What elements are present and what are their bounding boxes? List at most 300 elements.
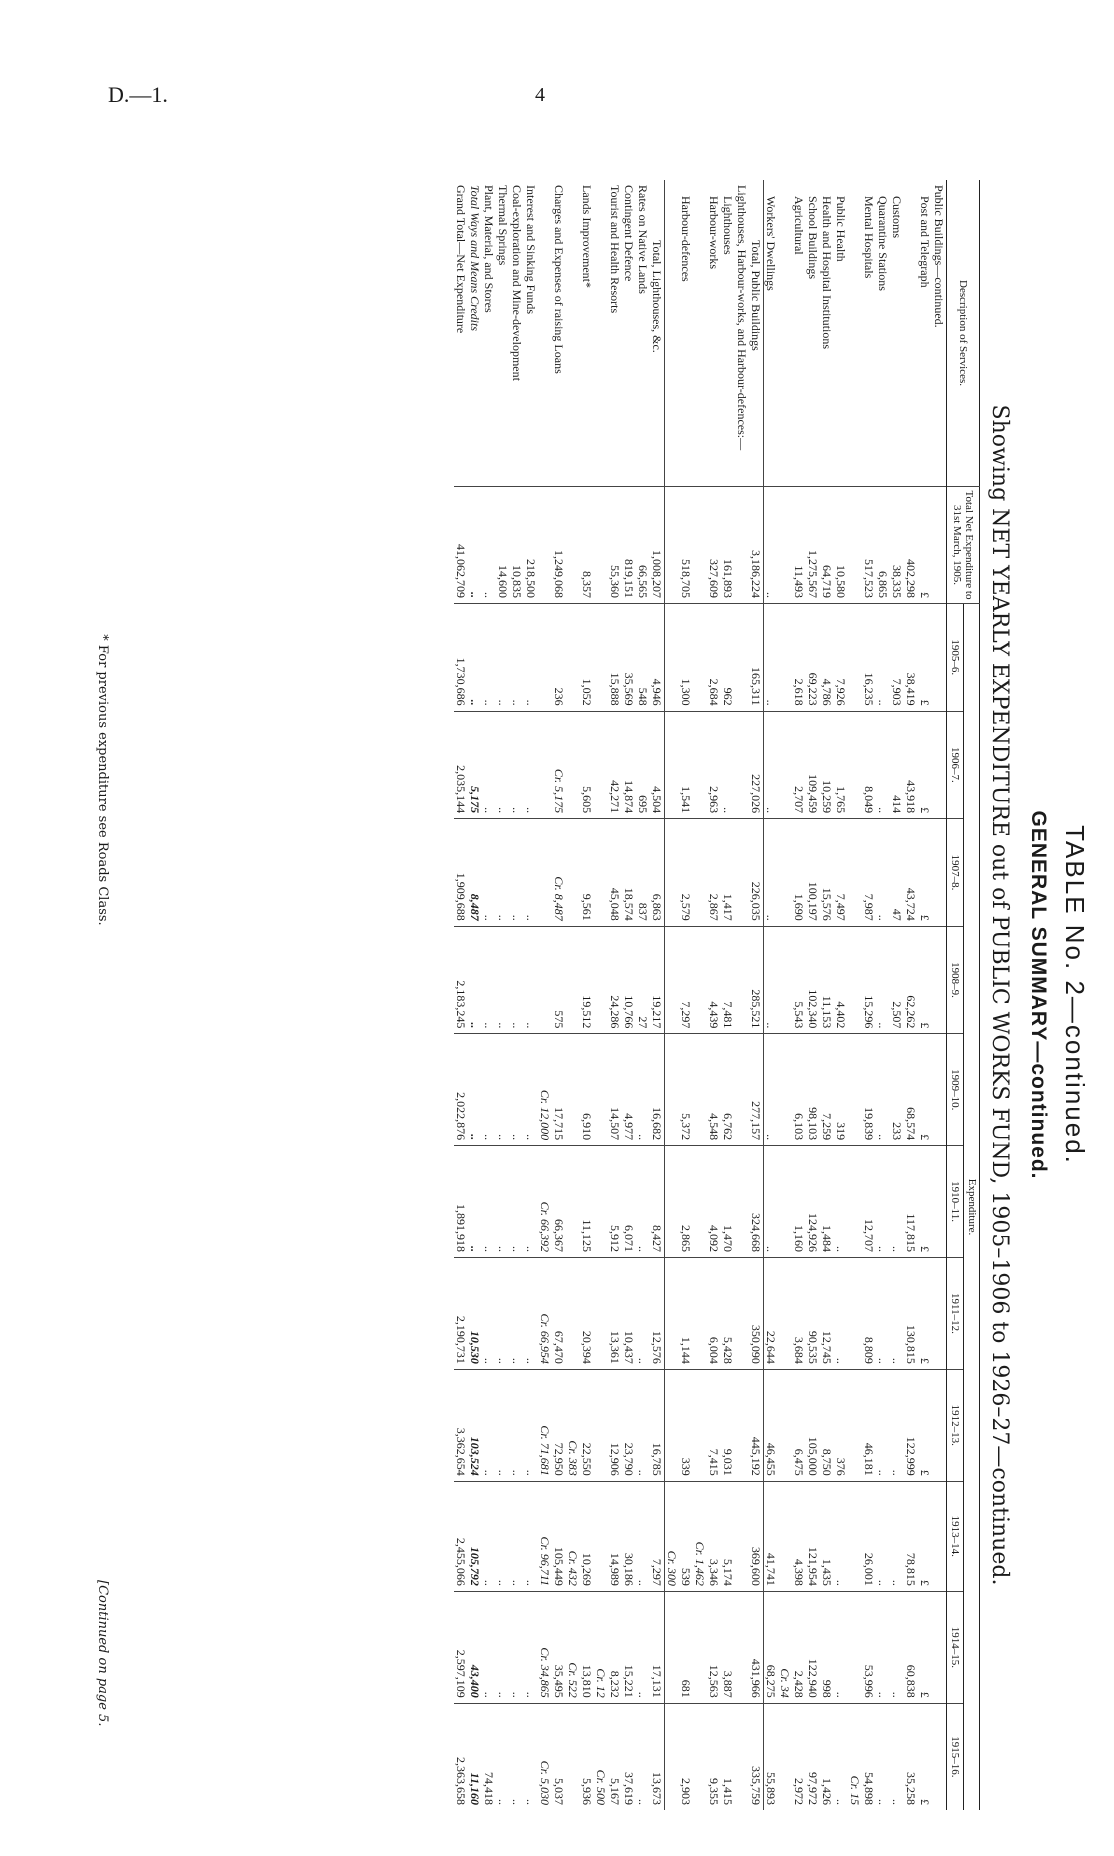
- table-row: [806, 180, 820, 1810]
- table-cell: [932, 1591, 947, 1703]
- table-cell: 6,865: [876, 487, 890, 604]
- table-cell: 4,398: [792, 1481, 806, 1591]
- table-cell: [665, 1703, 680, 1810]
- table-cell: 18,574: [622, 819, 636, 927]
- table-cell: [735, 1034, 749, 1146]
- table-cell: 54,898: [862, 1772, 876, 1805]
- table-cell: 324,668: [749, 1146, 764, 1258]
- expenditure-header: Expenditure.: [964, 604, 981, 1811]
- table-row: [918, 180, 932, 1810]
- table-caption: Showing NET YEARLY EXPENDITURE out of PUBLIC WORKS FUND, 1905–1906 to 1926–27—continued.: [987, 404, 1012, 1586]
- table-cell: [594, 1034, 608, 1146]
- table-cell: [932, 1258, 947, 1370]
- table-cell: [665, 926, 680, 1034]
- table-cell: 15,221: [622, 1591, 636, 1703]
- table-cell: [693, 819, 707, 927]
- table-cell: 10,259: [820, 711, 834, 819]
- table-cell: [665, 487, 680, 604]
- table-cell: 12,745: [820, 1258, 834, 1370]
- table-cell: 121,954: [806, 1481, 820, 1591]
- table-cell: 7,415: [707, 1369, 721, 1481]
- table-cell: 23,790: [622, 1369, 636, 1481]
- table-cell: 6,071: [622, 1146, 636, 1258]
- table-cell: 8,487: [468, 819, 482, 927]
- row-label: Total, Lighthouses, &c.: [650, 180, 665, 487]
- table-cell: ..: [524, 1258, 538, 1370]
- table-cell: 55,360: [608, 487, 622, 604]
- table-row: [820, 180, 834, 1810]
- table-cell: ..: [482, 926, 496, 1034]
- table-cell: [665, 1369, 680, 1481]
- table-cell: [932, 604, 947, 712]
- table-row: [834, 180, 848, 1810]
- table-cell: ..: [890, 1799, 904, 1805]
- row-label: Public Health: [834, 180, 848, 487]
- table-cell: ..: [876, 1034, 890, 1146]
- table-cell: [735, 1146, 749, 1258]
- table-cell: Cr. 71,681: [538, 1369, 552, 1481]
- row-label: Quarantine Stations: [876, 180, 890, 487]
- table-cell: Cr. 5,175: [552, 711, 566, 819]
- table-body: [454, 180, 947, 1810]
- table-cell: ..: [834, 1258, 848, 1370]
- table-cell: 5,543: [792, 926, 806, 1034]
- table-cell: 1,470: [721, 1146, 735, 1258]
- year-header: 1914–15.: [947, 1591, 964, 1703]
- table-cell: Cr. 522: [566, 1591, 580, 1703]
- table-cell: 1,435: [820, 1481, 834, 1591]
- table-cell: ..: [482, 1591, 496, 1703]
- table-cell: £: [918, 1591, 932, 1703]
- table-cell: 3,186,224: [749, 487, 764, 604]
- table-cell: 122,999: [904, 1369, 918, 1481]
- table-cell: 103,524: [468, 1369, 482, 1481]
- table-cell: 2,903: [679, 1778, 693, 1805]
- table-cell: 10,766: [622, 926, 636, 1034]
- table-cell: Cr. 500: [594, 1769, 608, 1805]
- table-row: [707, 180, 721, 1810]
- table-cell: ..: [524, 1369, 538, 1481]
- table-cell: 35,569: [622, 604, 636, 712]
- table-cell: [735, 1703, 749, 1810]
- table-cell: [778, 1034, 792, 1146]
- table-cell: 17,715: [552, 1034, 566, 1146]
- table-cell: ..: [876, 1258, 890, 1370]
- row-label: Public Buildings—continued.: [932, 180, 947, 487]
- table-row: [862, 180, 876, 1810]
- table-cell: 22,644: [764, 1258, 779, 1370]
- table-cell: 12,576: [650, 1258, 665, 1370]
- table-cell: [566, 604, 580, 712]
- table-cell: ..: [524, 819, 538, 927]
- table-cell: ..: [764, 487, 779, 604]
- table-cell: ..: [496, 1258, 510, 1370]
- table-row: [580, 180, 594, 1810]
- table-cell: 1,765: [834, 711, 848, 819]
- table-cell: [693, 711, 707, 819]
- table-cell: 37,619: [622, 1772, 636, 1805]
- table-cell: £: [918, 819, 932, 927]
- table-cell: [693, 1369, 707, 1481]
- table-cell: 11,153: [820, 926, 834, 1034]
- table-cell: ..: [834, 1799, 848, 1805]
- table-row: [482, 180, 496, 1810]
- table-cell: [932, 487, 947, 604]
- table-cell: 6,762: [721, 1034, 735, 1146]
- table-cell: 8,232: [608, 1591, 622, 1703]
- table-cell: 1,275,567: [806, 487, 820, 604]
- table-cell: 695: [636, 711, 650, 819]
- table-cell: [693, 1258, 707, 1370]
- table-row: [904, 180, 918, 1810]
- table-cell: 431,966: [749, 1591, 764, 1703]
- table-cell: 517,523: [862, 487, 876, 604]
- table-cell: 2,867: [707, 819, 721, 927]
- table-cell: 1,426: [820, 1778, 834, 1805]
- table-cell: 2,363,658: [454, 1757, 468, 1805]
- table-row: [636, 180, 650, 1810]
- table-cell: ..: [468, 487, 482, 604]
- table-cell: 236: [552, 604, 566, 712]
- table-cell: 8,357: [580, 487, 594, 604]
- table-cell: Cr. 96,711: [538, 1481, 552, 1591]
- table-cell: 12,563: [707, 1591, 721, 1703]
- table-row: [876, 180, 890, 1810]
- table-cell: 30,186: [622, 1481, 636, 1591]
- table-cell: 376: [834, 1369, 848, 1481]
- table-cell: [693, 487, 707, 604]
- table-cell: Cr. 5,030: [538, 1760, 552, 1805]
- table-cell: 369,600: [749, 1481, 764, 1591]
- table-cell: [778, 604, 792, 712]
- table-cell: 10,269: [580, 1481, 594, 1591]
- table-cell: [735, 487, 749, 604]
- table-cell: 233: [890, 1034, 904, 1146]
- row-label: [848, 180, 862, 487]
- table-cell: 13,810: [580, 1591, 594, 1703]
- table-cell: 2,183,245: [454, 926, 468, 1034]
- table-cell: 548: [636, 604, 650, 712]
- table-cell: 5,428: [721, 1258, 735, 1370]
- table-cell: [848, 711, 862, 819]
- table-cell: 4,977: [622, 1034, 636, 1146]
- table-cell: 130,815: [904, 1258, 918, 1370]
- table-cell: [594, 1146, 608, 1258]
- table-cell: [594, 926, 608, 1034]
- table-cell: [594, 711, 608, 819]
- expenditure-table: [454, 180, 980, 1810]
- table-cell: 285,521: [749, 926, 764, 1034]
- table-cell: Cr. 1,462: [693, 1481, 707, 1591]
- table-cell: £: [918, 1369, 932, 1481]
- table-cell: ..: [524, 1146, 538, 1258]
- year-header: 1907–8.: [947, 819, 964, 927]
- table-cell: £: [918, 926, 932, 1034]
- table-cell: 26,001: [862, 1481, 876, 1591]
- table-cell: [848, 1369, 862, 1481]
- table-row: [608, 180, 622, 1810]
- row-label: School Buildings: [806, 180, 820, 487]
- table-cell: ..: [890, 1258, 904, 1370]
- table-cell: ..: [524, 1481, 538, 1591]
- table-row: [510, 180, 524, 1810]
- table-cell: ..: [890, 1146, 904, 1258]
- table-row: [932, 180, 947, 1810]
- table-cell: 13,673: [650, 1703, 665, 1810]
- table-cell: ..: [510, 1369, 524, 1481]
- table-cell: 277,157: [749, 1034, 764, 1146]
- table-cell: ..: [496, 1591, 510, 1703]
- table-cell: [778, 819, 792, 927]
- table-cell: ..: [524, 926, 538, 1034]
- table-cell: ..: [496, 926, 510, 1034]
- table-cell: 69,223: [806, 604, 820, 712]
- table-row: [848, 180, 862, 1810]
- table-cell: ..: [468, 1034, 482, 1146]
- table-cell: ..: [510, 1034, 524, 1146]
- row-label: Lands Improvement*: [580, 180, 594, 487]
- row-label: [665, 180, 680, 487]
- table-cell: ..: [876, 711, 890, 819]
- table-cell: 2,963: [707, 711, 721, 819]
- table-cell: [538, 604, 552, 712]
- table-cell: 46,455: [764, 1369, 779, 1481]
- table-cell: 2,618: [792, 604, 806, 712]
- table-cell: [665, 1034, 680, 1146]
- table-cell: 575: [552, 926, 566, 1034]
- table-cell: 2,684: [707, 604, 721, 712]
- table-cell: 47: [890, 819, 904, 927]
- table-cell: 105,449: [552, 1481, 566, 1591]
- table-cell: 4,548: [707, 1034, 721, 1146]
- table-cell: £: [918, 1146, 932, 1258]
- table-cell: 97,972: [806, 1772, 820, 1805]
- table-cell: 414: [890, 711, 904, 819]
- table-cell: 11,125: [580, 1146, 594, 1258]
- row-label: Customs: [890, 180, 904, 487]
- table-cell: Cr. 8,487: [552, 819, 566, 927]
- table-cell: ..: [636, 1369, 650, 1481]
- table-cell: [848, 1258, 862, 1370]
- table-cell: 124,926: [806, 1146, 820, 1258]
- table-cell: ..: [890, 1591, 904, 1703]
- table-cell: [566, 1703, 580, 1810]
- table-cell: 27: [636, 926, 650, 1034]
- table-cell: 102,340: [806, 926, 820, 1034]
- row-label: Post and Telegraph: [918, 180, 932, 487]
- table-cell: 3,346: [707, 1481, 721, 1591]
- table-cell: 5,167: [608, 1778, 622, 1805]
- table-cell: 402,298: [904, 487, 918, 604]
- table-cell: 43,400: [468, 1591, 482, 1703]
- table-cell: 14,600: [496, 487, 510, 604]
- rotated-page: [30, 150, 1100, 1840]
- table-cell: Cr. 432: [566, 1481, 580, 1591]
- table-cell: 109,459: [806, 711, 820, 819]
- table-cell: 117,815: [904, 1146, 918, 1258]
- table-cell: 64,719: [820, 487, 834, 604]
- table-cell: 66,367: [552, 1146, 566, 1258]
- table-cell: [932, 926, 947, 1034]
- table-row: [524, 180, 538, 1810]
- table-cell: [735, 1591, 749, 1703]
- row-label: Tourist and Health Resorts: [608, 180, 622, 487]
- table-cell: ..: [636, 1034, 650, 1146]
- table-cell: 226,035: [749, 819, 764, 927]
- table-cell: 6,910: [580, 1034, 594, 1146]
- table-cell: Cr. 34,865: [538, 1591, 552, 1703]
- table-cell: ..: [764, 711, 779, 819]
- table-cell: 68,574: [904, 1034, 918, 1146]
- continued-note: [Continued on page 5.: [95, 1580, 110, 1727]
- row-label: Rates on Native Lands: [636, 180, 650, 487]
- table-cell: ..: [524, 711, 538, 819]
- table-cell: [778, 1703, 792, 1810]
- table-row: [665, 180, 680, 1810]
- table-cell: 9,031: [721, 1369, 735, 1481]
- table-cell: ..: [764, 926, 779, 1034]
- table-cell: ..: [496, 711, 510, 819]
- table-cell: [778, 1369, 792, 1481]
- table-cell: ..: [482, 1034, 496, 1146]
- table-cell: [932, 1481, 947, 1591]
- table-cell: 72,950: [552, 1369, 566, 1481]
- table-cell: 105,792: [468, 1481, 482, 1591]
- row-label: [594, 180, 608, 487]
- table-cell: 4,092: [707, 1146, 721, 1258]
- table-cell: [735, 604, 749, 712]
- table-cell: 11,160: [468, 1772, 482, 1805]
- table-cell: 6,863: [650, 819, 665, 927]
- table-cell: 42,271: [608, 711, 622, 819]
- table-cell: 1,144: [679, 1258, 693, 1370]
- table-cell: [778, 926, 792, 1034]
- table-cell: [538, 711, 552, 819]
- table-cell: [848, 926, 862, 1034]
- row-label: [693, 180, 707, 487]
- row-label: Lighthouses, Harbour-works, and Harbour-defences:—: [735, 180, 749, 487]
- table-cell: ..: [496, 1481, 510, 1591]
- table-cell: 1,690: [792, 819, 806, 927]
- table-cell: 837: [636, 819, 650, 927]
- table-cell: 218,500: [524, 487, 538, 604]
- row-label: Total, Public Buildings: [749, 180, 764, 487]
- table-cell: 14,874: [622, 711, 636, 819]
- page-number: 4: [535, 84, 545, 106]
- table-cell: [848, 604, 862, 712]
- table-cell: [693, 604, 707, 712]
- table-cell: [665, 819, 680, 927]
- table-cell: 9,561: [580, 819, 594, 927]
- row-label: Contingent Defence: [622, 180, 636, 487]
- table-cell: Cr. 34: [778, 1591, 792, 1703]
- table-row: [693, 180, 707, 1810]
- row-label: Agricultural: [792, 180, 806, 487]
- year-header: 1913–14.: [947, 1481, 964, 1591]
- year-header: 1906–7.: [947, 711, 964, 819]
- table-cell: Cr. 383: [566, 1369, 580, 1481]
- table-row: [778, 180, 792, 1810]
- table-cell: 41,741: [764, 1481, 779, 1591]
- table-cell: 66,565: [636, 487, 650, 604]
- table-cell: 10,835: [510, 487, 524, 604]
- table-cell: [735, 1481, 749, 1591]
- table-cell: 19,512: [580, 926, 594, 1034]
- table-cell: [594, 819, 608, 927]
- table-cell: 14,507: [608, 1034, 622, 1146]
- table-cell: 2,972: [792, 1778, 806, 1805]
- table-cell: 5,936: [580, 1778, 594, 1805]
- table-cell: 1,730,686: [454, 604, 468, 712]
- table-cell: [566, 487, 580, 604]
- table-cell: 122,940: [806, 1591, 820, 1703]
- table-cell: [594, 604, 608, 712]
- table-cell: 319: [834, 1034, 848, 1146]
- table-cell: ..: [482, 711, 496, 819]
- table-cell: 2,579: [679, 819, 693, 927]
- table-cell: [848, 487, 862, 604]
- table-cell: ..: [510, 711, 524, 819]
- table-cell: 2,190,731: [454, 1258, 468, 1370]
- table-cell: £: [918, 1481, 932, 1591]
- table-cell: 539: [679, 1481, 693, 1591]
- table-cell: 12,707: [862, 1146, 876, 1258]
- table-cell: 681: [679, 1591, 693, 1703]
- table-cell: [566, 1146, 580, 1258]
- table-cell: ..: [764, 819, 779, 927]
- table-cell: ..: [510, 604, 524, 712]
- total-header: Total Net Expenditure to 31st March, 1905.: [947, 487, 981, 604]
- table-cell: 3,684: [792, 1258, 806, 1370]
- table-cell: 8,750: [820, 1369, 834, 1481]
- table-row: [538, 180, 552, 1810]
- row-label: Harbour-works: [707, 180, 721, 487]
- row-label: Mental Hospitals: [862, 180, 876, 487]
- table-cell: 2,865: [679, 1146, 693, 1258]
- table-cell: 161,893: [721, 487, 735, 604]
- table-cell: 4,402: [834, 926, 848, 1034]
- table-cell: 55,893: [764, 1772, 778, 1805]
- table-cell: ..: [482, 819, 496, 927]
- table-cell: 2,507: [890, 926, 904, 1034]
- table-cell: [848, 819, 862, 927]
- table-cell: 7,259: [820, 1034, 834, 1146]
- table-cell: ..: [482, 487, 496, 604]
- table-row: [650, 180, 665, 1810]
- table-cell: 1,541: [679, 711, 693, 819]
- row-label: Thermal Springs: [496, 180, 510, 487]
- table-cell: [566, 926, 580, 1034]
- table-cell: £: [918, 1258, 932, 1370]
- row-label: [778, 180, 792, 487]
- table-cell: ..: [468, 604, 482, 712]
- table-cell: ..: [876, 926, 890, 1034]
- table-title: TABLE No. 2—continued.: [1060, 825, 1090, 1165]
- table-row: [890, 180, 904, 1810]
- table-cell: 10,580: [834, 487, 848, 604]
- table-cell: ..: [890, 1369, 904, 1481]
- table-cell: 3,362,654: [454, 1369, 468, 1481]
- table-row: [496, 180, 510, 1810]
- table-cell: 14,989: [608, 1481, 622, 1591]
- table-cell: ..: [764, 604, 779, 712]
- table-cell: ..: [834, 1481, 848, 1591]
- table-cell: ..: [496, 1799, 510, 1805]
- table-cell: [848, 1481, 862, 1591]
- table-cell: 11,493: [792, 487, 806, 604]
- table-cell: 22,550: [580, 1369, 594, 1481]
- row-label: Grand Total—Net Expenditure: [454, 180, 468, 487]
